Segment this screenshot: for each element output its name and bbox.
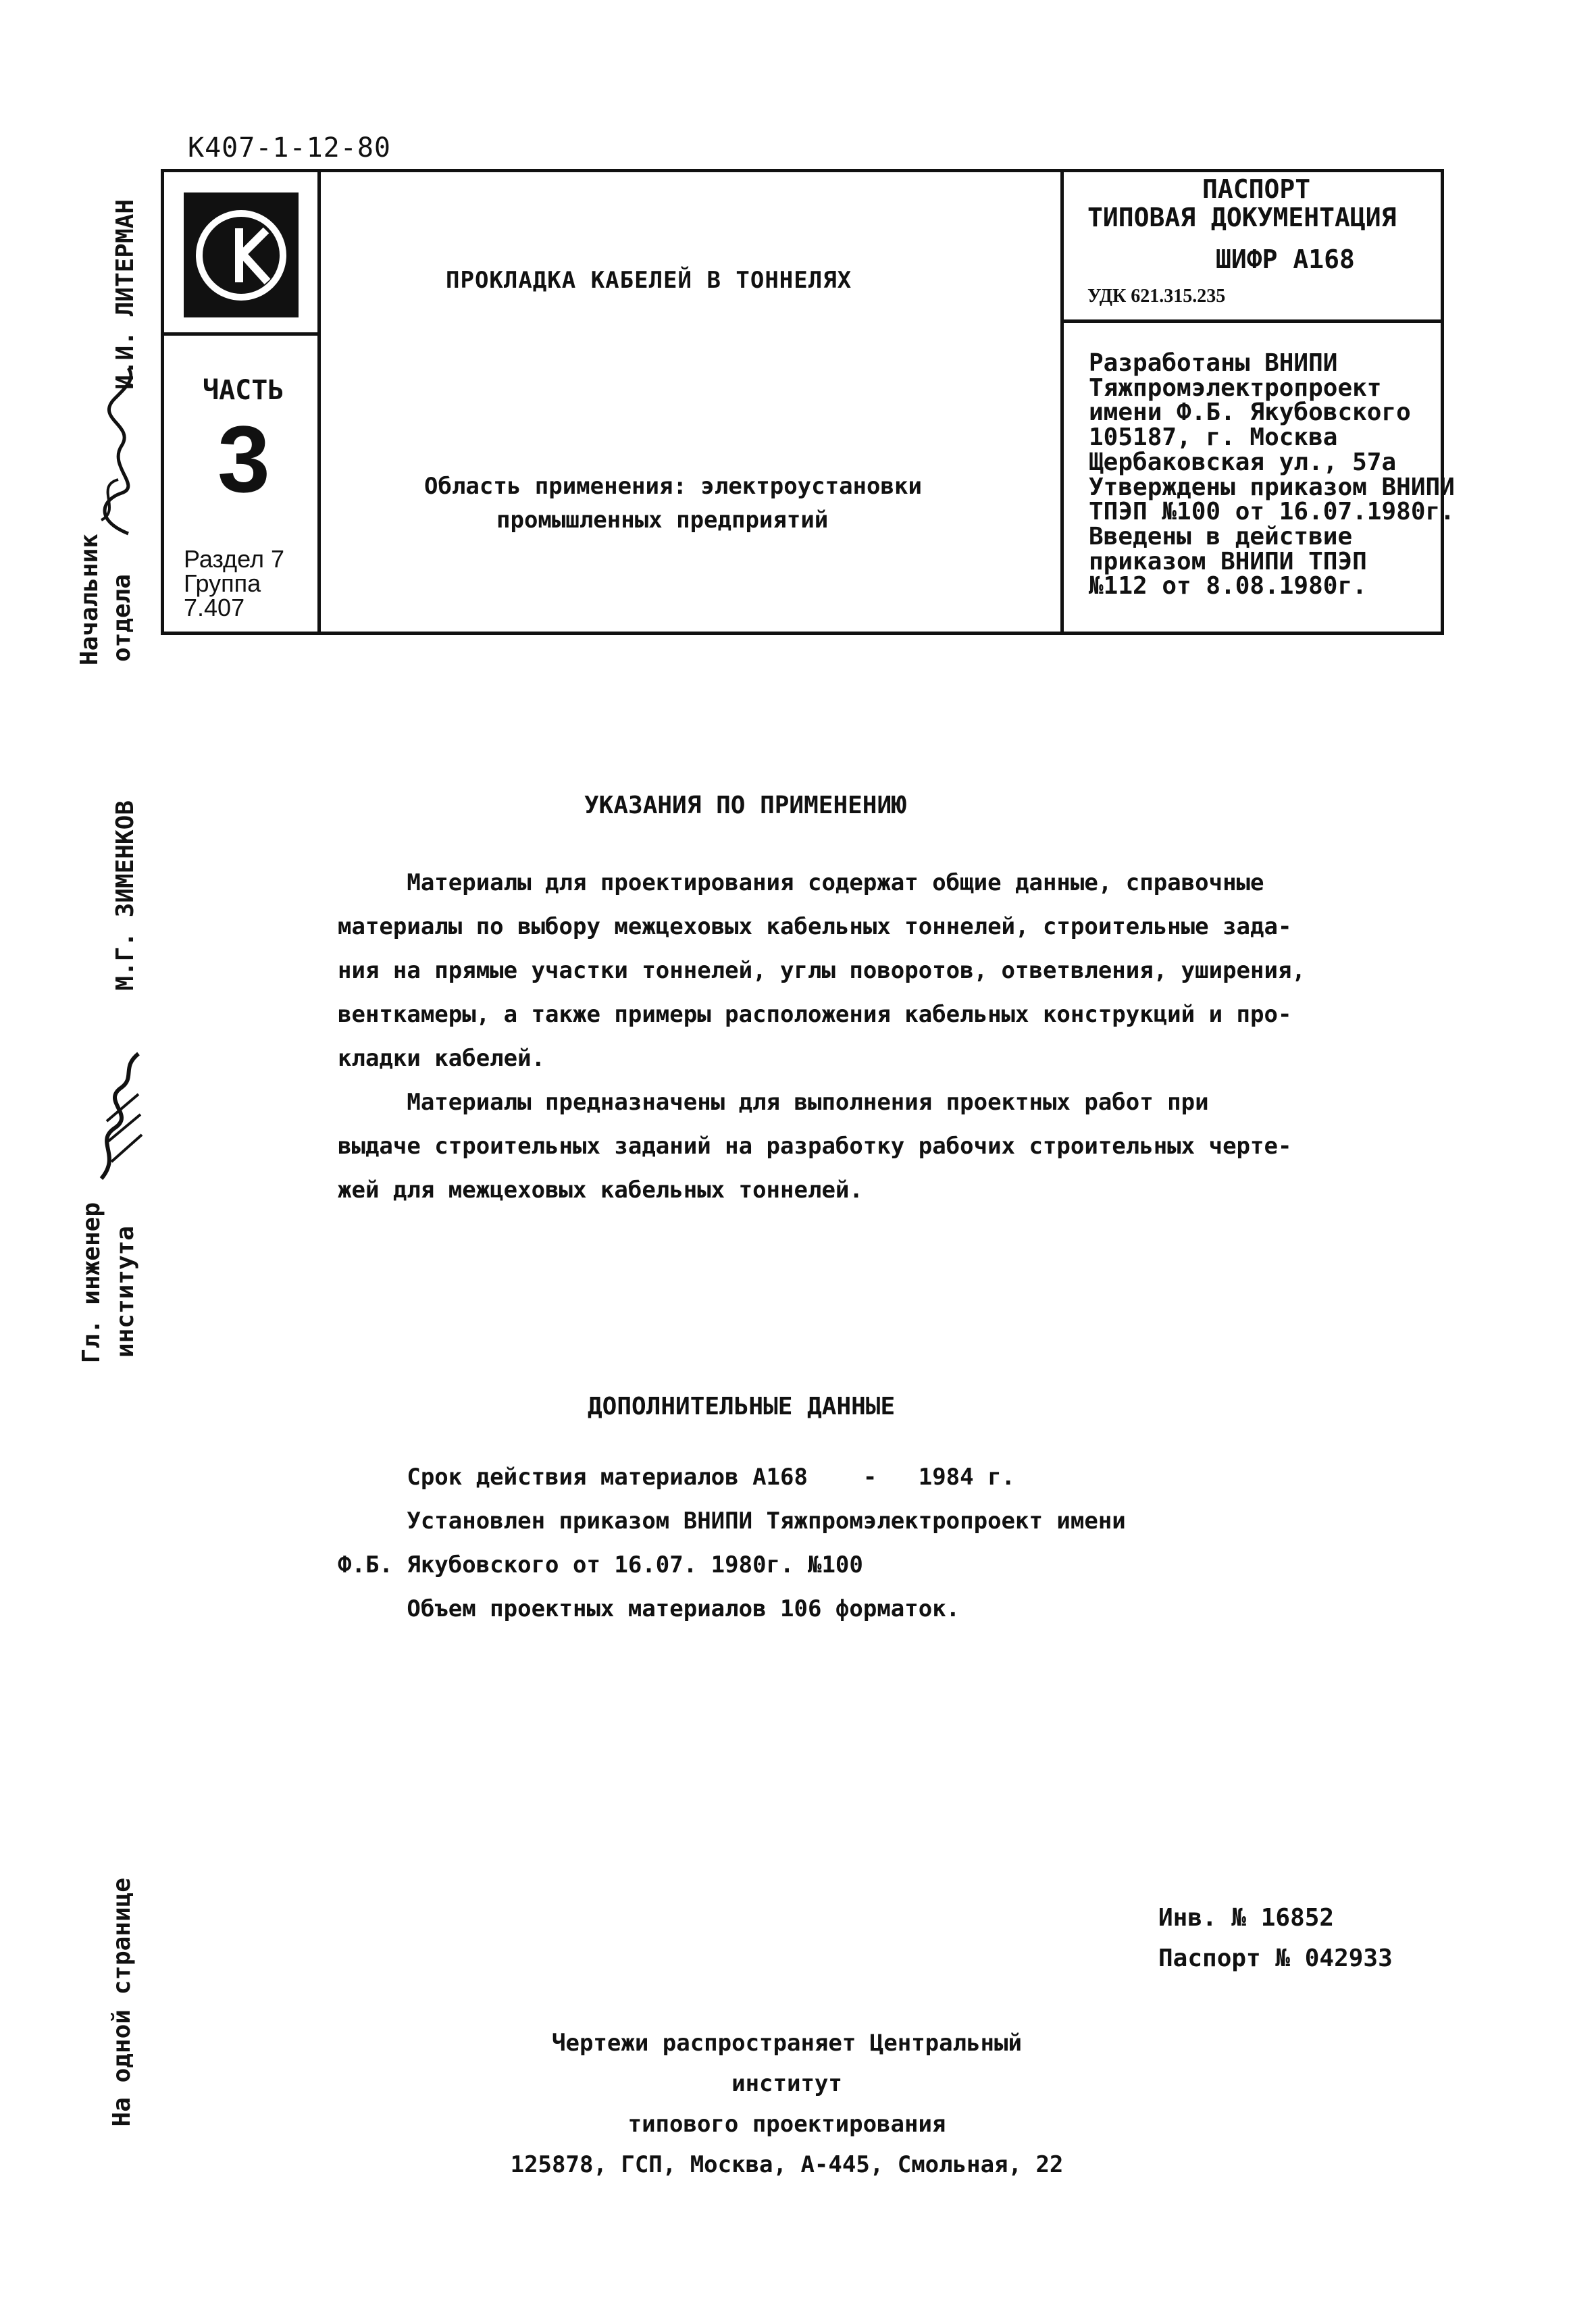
instructions-heading: УКАЗАНИЯ ПО ПРИМЕНЕНИЮ (584, 792, 906, 819)
instructions-paragraph-1 (338, 861, 1351, 1081)
distributor-footer (496, 2023, 1077, 2185)
text-line: Установлен приказом ВНИПИ Тяжпромэлектропроект имени (338, 1508, 1126, 1535)
scope-line-1: Область применения: электроустановки (424, 473, 922, 500)
part-number: 3 (217, 406, 270, 512)
footer-line: 125878, ГСП, Москва, А-445, Смольная, 22 (510, 2151, 1064, 2178)
signature-head-dept (81, 365, 149, 540)
chief-eng-name: М.Г. ЗИМЕНКОВ (111, 800, 139, 991)
text-line: Срок действия материалов А168 - 1984 г. (338, 1464, 1016, 1491)
text-line: Ф.Б. Якубовского от 16.07. 1980г. №100 (338, 1551, 863, 1578)
developer-line: имени Ф.Б. Якубовского (1089, 398, 1411, 427)
text-line: Объем проектных материалов 106 форматок. (338, 1595, 960, 1622)
typical-documentation: ТИПОВАЯ ДОКУМЕНТАЦИЯ (1087, 203, 1397, 232)
head-dept-label-1: Начальник (76, 534, 103, 666)
developer-line: приказом ВНИПИ ТПЭП (1089, 547, 1367, 575)
developer-info (1089, 351, 1455, 599)
document-code: К407-1-12-80 (188, 132, 391, 163)
text-line: Материалы для проектирования содержат общие данные, справочные (338, 869, 1264, 896)
passport-heading: ПАСПОРТ (1202, 174, 1311, 204)
single-page-note: На одной странице (108, 1878, 136, 2127)
head-dept-label-2: отдела (108, 574, 136, 663)
inventory-number: Инв. № 16852 (1158, 1904, 1335, 1932)
ck-logo-icon (190, 205, 292, 306)
section-group (184, 547, 284, 620)
text-line: ния на прямые участки тоннелей, углы поворотов, ответвления, уширения, (338, 957, 1306, 984)
chief-eng-label-1: Гл. инженер (78, 1202, 105, 1364)
additional-heading: ДОПОЛНИТЕЛЬНЫЕ ДАННЫЕ (588, 1393, 896, 1420)
passport-number: Паспорт № 042933 (1158, 1945, 1393, 1972)
text-line: венткамеры, а также примеры расположения кабельных конструкций и про- (338, 1001, 1292, 1028)
part-label: ЧАСТЬ (203, 375, 284, 406)
inventory-block (1158, 1898, 1393, 1979)
signature-chief-eng (81, 1047, 155, 1182)
chief-eng-label-2: института (111, 1226, 139, 1358)
developer-line: Разработаны ВНИПИ (1089, 349, 1338, 377)
section-label: Раздел 7 (184, 545, 285, 573)
text-line: жей для межцеховых кабельных тоннелей. (338, 1177, 863, 1204)
cipher: ШИФР А168 (1216, 245, 1355, 274)
developer-line: Введены в действие (1089, 523, 1353, 551)
group-label: Группа (184, 569, 261, 597)
footer-line: типового проектирования (627, 2111, 946, 2138)
developer-line: Утверждены приказом ВНИПИ (1089, 473, 1455, 501)
text-line: кладки кабелей. (338, 1045, 546, 1072)
frame-divider (1060, 169, 1064, 635)
frame-divider (161, 332, 321, 336)
udk-code: УДК 621.315.235 (1087, 286, 1226, 307)
text-line: материалы по выбору межцеховых кабельных тоннелей, строительные зада- (338, 913, 1292, 940)
developer-line: Тяжпромэлектропроект (1089, 374, 1382, 402)
instructions-paragraph-2 (338, 1081, 1351, 1212)
developer-line: Щербаковская ул., 57а (1089, 448, 1397, 476)
text-line: Материалы предназначены для выполнения проектных работ при (338, 1089, 1209, 1116)
additional-data (338, 1456, 1351, 1631)
frame-divider (1060, 319, 1444, 323)
document-title: ПРОКЛАДКА КАБЕЛЕЙ В ТОННЕЛЯХ (446, 267, 852, 294)
footer-line: Чертежи распространяет Центральный институт (552, 2030, 1022, 2097)
text-line: выдаче строительных заданий на разработку рабочих строительных черте- (338, 1133, 1292, 1160)
scope-line-2: промышленных предприятий (496, 507, 829, 534)
developer-line: ТПЭП №100 от 16.07.1980г. (1089, 498, 1455, 526)
frame-divider (317, 169, 321, 635)
developer-line: 105187, г. Москва (1089, 423, 1338, 452)
head-dept-name: И.И. ЛИТЕРМАН (111, 199, 139, 390)
developer-line: №112 от 8.08.1980г. (1089, 572, 1367, 600)
group-number: 7.407 (184, 594, 245, 621)
cip-logo (184, 192, 299, 317)
